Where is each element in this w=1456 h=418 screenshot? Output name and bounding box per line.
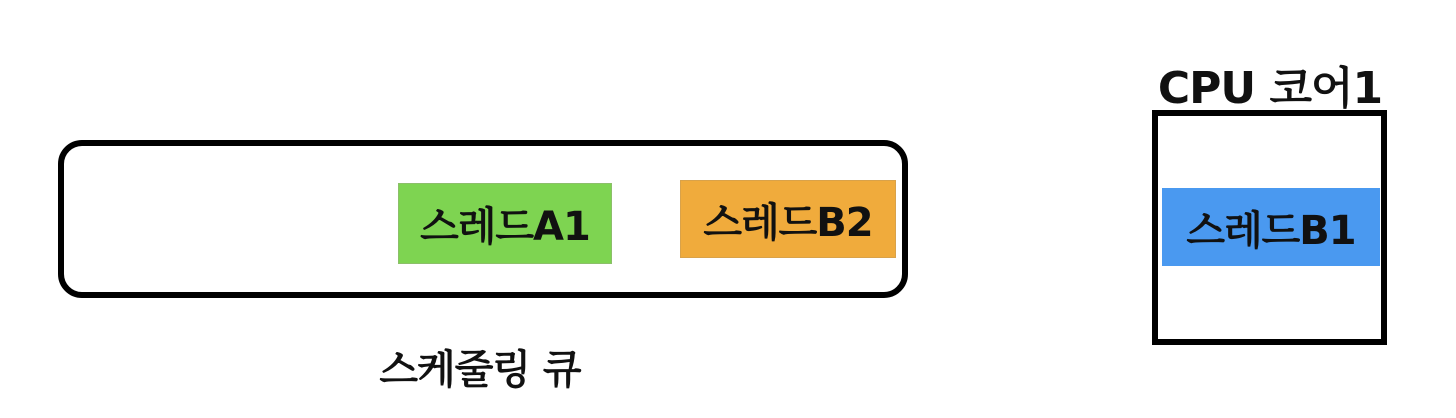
thread-a1: 스레드A1 bbox=[398, 183, 612, 264]
scheduling-queue-label: 스케줄링 큐 bbox=[379, 347, 581, 393]
thread-b2: 스레드B2 bbox=[680, 180, 896, 258]
cpu-core-title: CPU 코어1 bbox=[1157, 63, 1383, 114]
thread-b1: 스레드B1 bbox=[1162, 188, 1380, 266]
